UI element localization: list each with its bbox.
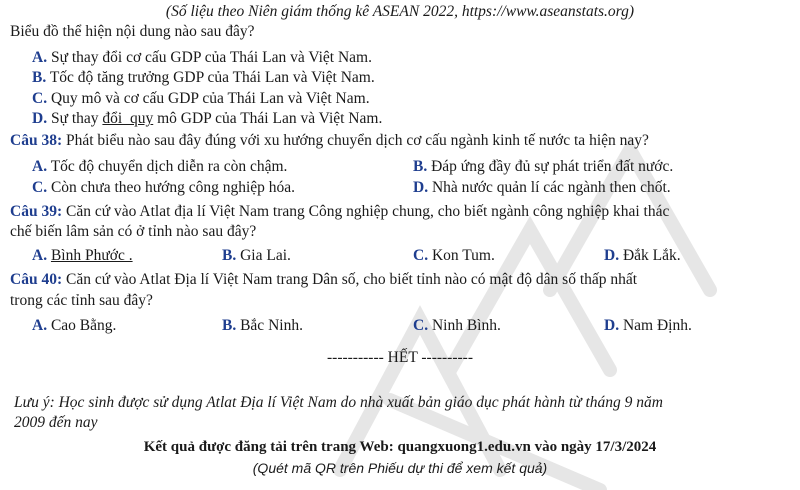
- note-line2: 2009 đến nay: [14, 414, 98, 431]
- option-text: Cao Bằng.: [50, 317, 117, 334]
- option-text: Tốc độ tăng trưởng GDP của Thái Lan và Việt Nam.: [49, 69, 375, 86]
- option-text: Bình Phước .: [50, 247, 133, 264]
- question-label: Câu 39:: [10, 203, 63, 220]
- q39-option-c: [413, 246, 495, 266]
- q40-option-d: [604, 316, 692, 336]
- option-letter: B.: [222, 317, 237, 334]
- option-letter: A.: [32, 247, 48, 264]
- option-text: Bắc Ninh.: [240, 317, 303, 334]
- option-text: Còn chưa theo hướng công nghiệp hóa.: [50, 179, 296, 196]
- q39-option-a: [32, 246, 133, 266]
- question-text: Phát biểu nào sau đây đúng với xu hướng chuyển dịch cơ cấu ngành kinh tế nước ta hiện nay?: [62, 132, 649, 149]
- q39-option-b: [222, 246, 291, 266]
- option-letter: C.: [413, 247, 429, 264]
- q40-option-c: [413, 316, 501, 336]
- note-line1: Lưu ý: Học sinh được sử dụng Atlat Địa lí Việt Nam do nhà xuất bản giáo dục phát hành từ tháng 9 năm: [14, 394, 663, 411]
- q37-option-c: [32, 89, 370, 109]
- option-letter: A.: [32, 317, 48, 334]
- q38-option-c: [32, 178, 295, 198]
- option-text: Sự thay đổi cơ cấu GDP của Thái Lan và Việt Nam.: [50, 49, 372, 66]
- question-label: Câu 38:: [10, 132, 63, 149]
- option-letter: A.: [32, 49, 48, 66]
- q39-option-d: [604, 246, 681, 266]
- option-text: Ninh Bình.: [431, 317, 501, 334]
- question-text: Căn cứ vào Atlat địa lí Việt Nam trang Công nghiệp chung, cho biết ngành công nghiệp khai thác: [62, 203, 670, 220]
- option-text-underlined: đổi quy: [102, 110, 154, 127]
- option-text: Quy mô và cơ cấu GDP của Thái Lan và Việt Nam.: [50, 90, 370, 107]
- option-text: Nhà nước quản lí các ngành then chốt.: [431, 179, 671, 196]
- question-label: Câu 40:: [10, 271, 63, 288]
- q37-option-b: [32, 68, 375, 88]
- option-letter: D.: [413, 179, 429, 196]
- q37-stem: Biểu đồ thể hiện nội dung nào sau đây?: [10, 23, 255, 40]
- q37-option-a: [32, 48, 372, 68]
- end-marker: ----------- HẾT ----------: [327, 349, 473, 366]
- option-text: Tốc độ chuyển dịch diễn ra còn chậm.: [50, 158, 288, 175]
- q40-option-a: [32, 316, 116, 336]
- option-text: Đắk Lắk.: [622, 247, 681, 264]
- q38-stem: [10, 131, 649, 151]
- option-letter: B.: [32, 69, 47, 86]
- option-letter: A.: [32, 158, 48, 175]
- option-text: Kon Tum.: [431, 247, 495, 264]
- q37-option-d: [32, 109, 382, 129]
- q39-stem-line1: [10, 202, 669, 222]
- question-text: Căn cứ vào Atlat Địa lí Việt Nam trang Dân số, cho biết tỉnh nào có mật độ dân số thấp nhất: [62, 271, 638, 288]
- result-announcement: Kết quả được đăng tải trên trang Web: quangxuong1.edu.vn vào ngày 17/3/2024: [143, 439, 657, 455]
- q40-stem-line1: [10, 270, 637, 290]
- option-letter: C.: [32, 179, 48, 196]
- q38-option-a: [32, 157, 287, 177]
- option-text-pre: Sự thay: [50, 110, 103, 127]
- option-letter: C.: [413, 317, 429, 334]
- qr-instruction: (Quét mã QR trên Phiếu dự thi để xem kết quả): [252, 460, 548, 476]
- option-text: Gia Lai.: [240, 247, 291, 264]
- q38-option-b: [413, 157, 673, 177]
- source-note: (Số liệu theo Niên giám thống kê ASEAN 2022, https://www.aseanstats.org): [165, 3, 635, 20]
- option-text: Đáp ứng đầy đủ sự phát triển đất nước.: [431, 158, 674, 175]
- q39-stem-line2: chế biến lâm sản có ở tỉnh nào sau đây?: [10, 223, 257, 240]
- option-letter: D.: [604, 247, 620, 264]
- option-text-post: mô GDP của Thái Lan và Việt Nam.: [153, 110, 383, 127]
- option-letter: C.: [32, 90, 48, 107]
- option-letter: B.: [413, 158, 428, 175]
- option-letter: B.: [222, 247, 237, 264]
- q40-option-b: [222, 316, 303, 336]
- option-letter: D.: [604, 317, 620, 334]
- q38-option-d: [413, 178, 671, 198]
- q40-stem-line2: trong các tỉnh sau đây?: [10, 292, 153, 309]
- option-letter: D.: [32, 110, 48, 127]
- option-text: Nam Định.: [622, 317, 692, 334]
